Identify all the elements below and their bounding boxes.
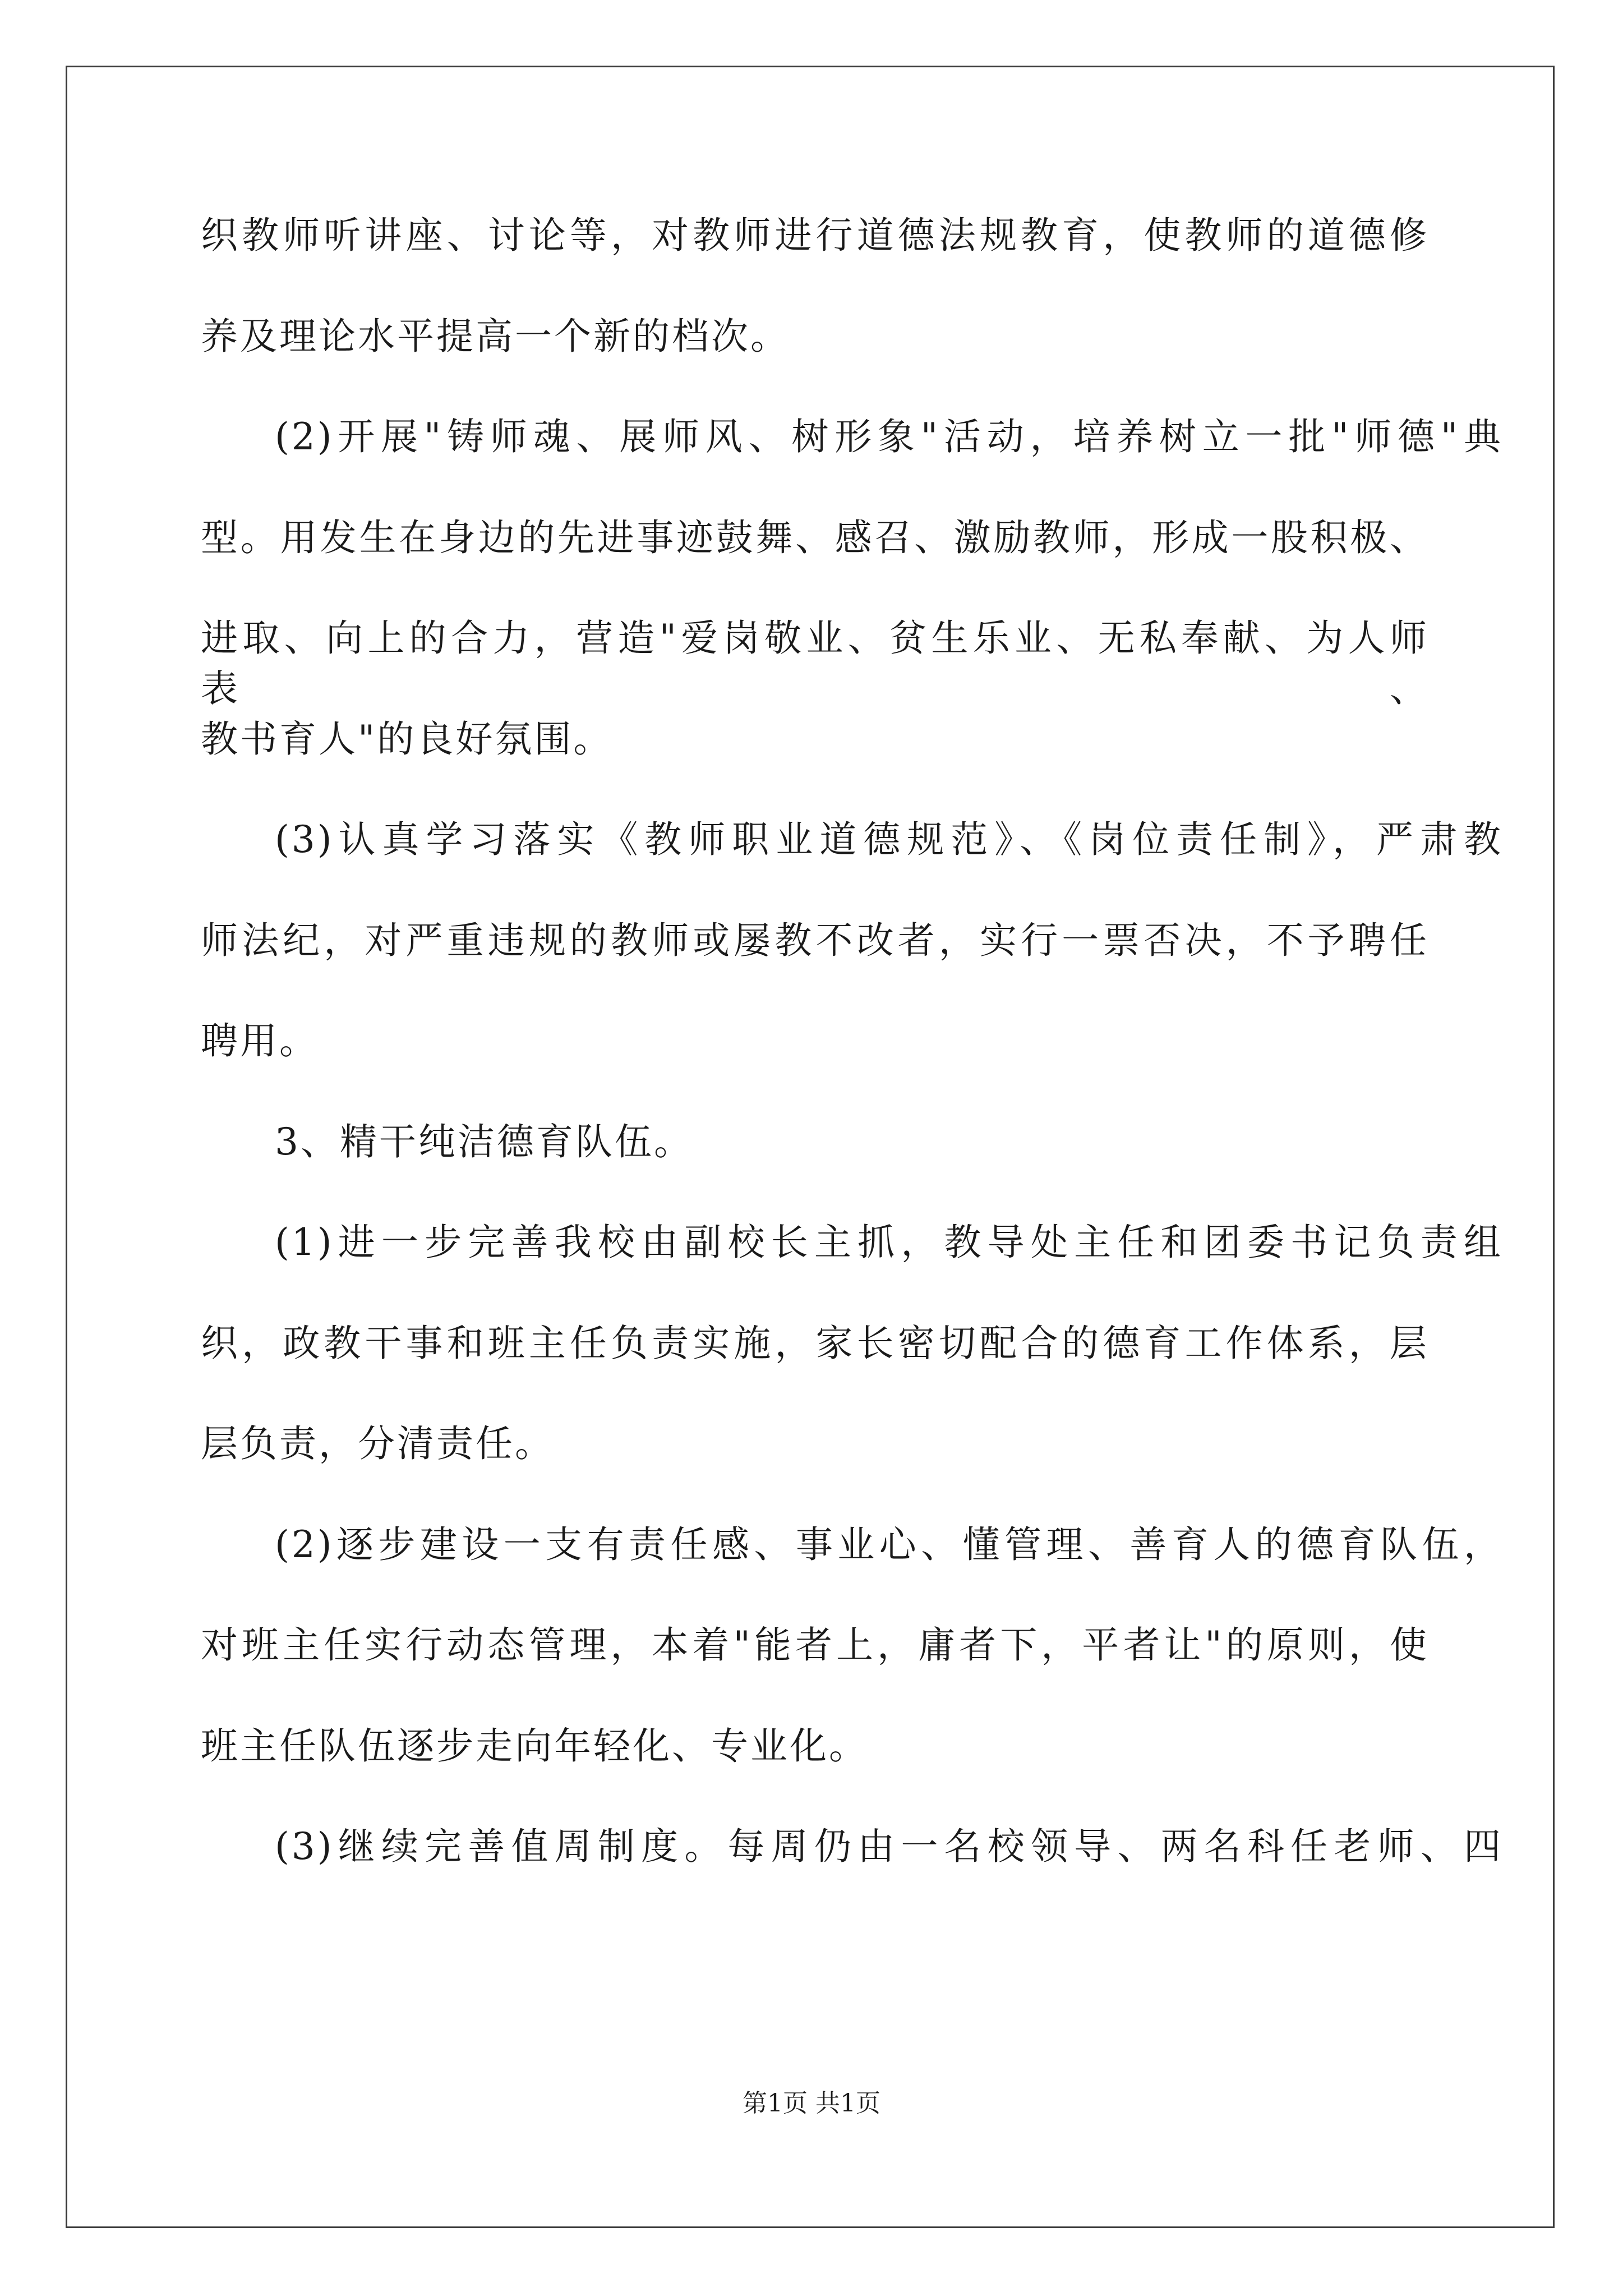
text-line: 班主任队伍逐步走向年轻化、专业化。	[201, 1724, 868, 1768]
text-line: 织教师听讲座、讨论等，对教师进行道德法规教育，使教师的道德修	[201, 214, 1429, 257]
text-line: (2)逐步建设一支有责任感、事业心、懂管理、善育人的德育队伍，	[275, 1523, 1503, 1566]
text-line: (2)开展"铸师魂、展师风、树形象"活动，培养树立一批"师德"典	[275, 415, 1503, 458]
text-line: 师法纪，对严重违规的教师或屡教不改者，实行一票否决，不予聘任	[201, 919, 1429, 962]
text-line: 养及理论水平提高一个新的档次。	[201, 315, 790, 358]
text-line: 对班主任实行动态管理，本着"能者上，庸者下，平者让"的原则，使	[201, 1623, 1429, 1667]
section-heading: 3、精干纯洁德育队伍。	[275, 1120, 693, 1163]
text-line: 织，政教干事和班主任负责实施，家长密切配合的德育工作体系，层	[201, 1322, 1429, 1365]
page-number: 第1页 共1页	[743, 2089, 880, 2118]
text-line: (3)继续完善值周制度。每周仍由一名校领导、两名科任老师、四	[275, 1825, 1503, 1868]
text-line: 聘用。	[201, 1019, 319, 1062]
text-line: (3)认真学习落实《教师职业道德规范》、《岗位责任制》，严肃教	[275, 818, 1503, 861]
text-line: 教书育人"的良好氛围。	[201, 717, 613, 761]
text-line: (1)进一步完善我校由副校长主抓，教导处主任和团委书记负责组	[275, 1221, 1503, 1264]
text-line: 进取、向上的合力，营造"爱岗敬业、贫生乐业、无私奉献、为人师表、	[201, 616, 1429, 710]
text-line: 型。用发生在身边的先进事迹鼓舞、感召、激励教师，形成一股积极、	[201, 516, 1429, 559]
text-line: 层负责，分清责任。	[201, 1422, 554, 1465]
